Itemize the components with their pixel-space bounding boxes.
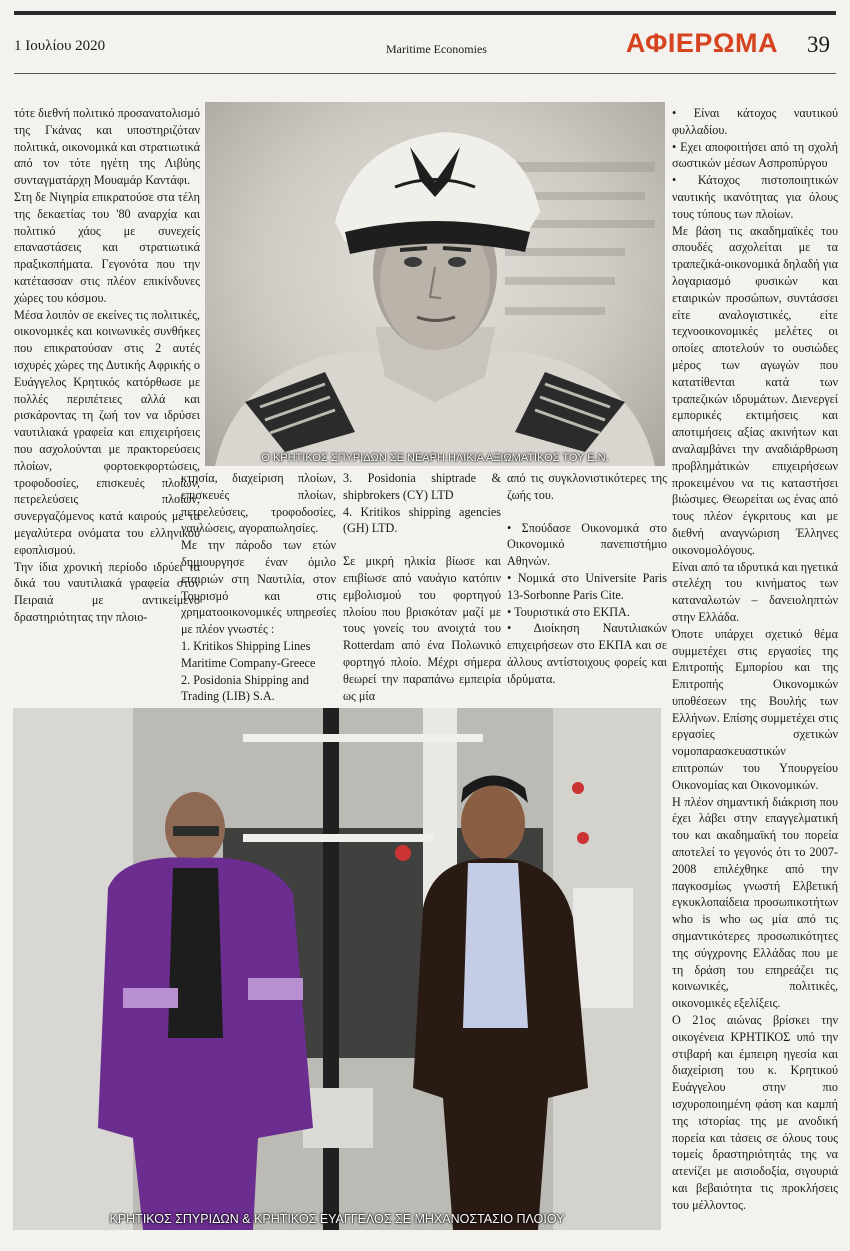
- article-column-1: [14, 105, 200, 626]
- page-header: [14, 28, 830, 64]
- article-column-2: [181, 470, 336, 705]
- paragraph: τότε διεθνή πολιτικό προσανατολισμό της Γκάνας και υποστηριζόταν πολιτικά, οικονομικά και στρατιωτικά από τον τότε ηγέτη της Λιβύης συνταγματάρχη Μουαμάρ Καντάφι.: [14, 106, 200, 188]
- issue-date: 1 Ιουλίου 2020: [14, 38, 106, 54]
- paragraph: Την ίδια χρονική περίοδο ιδρύει τα δικά του ναυτιλιακά γραφεία στον Πειραιά με αντικείμενο δραστηριότητας την πλοιο-: [14, 559, 200, 624]
- header-rule: [14, 73, 836, 74]
- paragraph: Με βάση τις ακαδημαϊκές του σπουδές ασχολείται με τα τραπεζικά-οικονομικά δηλαδή για λογαριασμό φυσικών και εταιρικών προσώπων, συντάσσει είτε αναλογιστικές, είτε τεχνοοικονομικές μελέτες οι οποίες αποτελούν το ουσιώδες μέρος των αγωγών που κατατίθενται κατά των τραπεζικών ιδρυμάτων. Διενεργεί εμπορικές εκτιμήσεις και αποτιμήσεις αξίας ακινήτων και αναλαμβάνει την αναδιάρθρωση προβλημάτικών επιχειρήσεων προκειμένου να τις καταστήσει βιώσιμες. Θεωρείται ως ένας από τους πλέον έγκριτους και με διεθνή αναγνώριση Έλληνες οικονομολόγους.: [672, 223, 838, 557]
- paragraph: Στη δε Νιγηρία επικρατούσε στα τέλη της δεκαετίας του '80 αναρχία και πολιτικό χάος με συνεχείς επαναστάσεις και στρατιωτικά πραξικοπήματα. Γεγονότα που την κατέτασσαν στις πλέον επικίνδυνες χώρες του κόσμου.: [14, 189, 200, 305]
- list-item: • Τουριστικά στο ΕΚΠΑ.: [507, 604, 667, 621]
- paragraph: Όποτε υπάρχει σχετικό θέμα συμμετέχει στις εργασίες της Επιτροπής Εμπορίου και της Επιτροπής Οικονομικών υποθέσεων της Βουλής των Ελλήνων. Επίσης συμμετέχει στις εργασίες σχετικών νομοπαρασκευαστικών επιτροπών του Υπουργείου Οικονομίας και Οικονομικών.: [672, 626, 838, 792]
- engine-room-illustration: [13, 708, 661, 1230]
- list-item: 4. Kritikos shipping agencies (GH) LTD.: [343, 504, 501, 536]
- list-item: • Είναι κάτοχος ναυτικού φυλλαδίου.: [672, 105, 838, 139]
- list-item: • Νομικά στο Universite Paris 13-Sorbonne Paris Cite.: [507, 570, 667, 604]
- paragraph: Ο 21ος αιώνας βρίσκει την οικογένεια ΚΡΗΤΙΚΟΣ υπό την στιβαρή και έμπειρη ηγεσία και διαχείριση του κ. Κρητικού Ευάγγελου στην πιο ισχυροποιημένη φάση και καμπή της ιστορίας της με ανοδική πορεία και τάσεις σε όλους τους τομείς δραστηριότητάς της να ατενίζει με αισιοδοξία, σιγουριά και βεβαιότητα τις προκλήσεις του μέλλοντος.: [672, 1013, 838, 1212]
- portrait-photo: [205, 102, 665, 466]
- list-item: 3. Posidonia shiptrade & shipbrokers (CY) LTD: [343, 471, 501, 502]
- paragraph: Σε μικρή ηλικία βίωσε και επιβίωσε από ναυάγιο κατόπιν εμβολισμού του φορτηγού πλοίου που βρισκόταν μαζί με τους γονείς του ανοιχτά του Rotterdam από ένα Πολωνικό φορτηγό πλοίο. Μέχρι σήμερα θεωρεί την παραπάνω εμπειρία ως μία: [343, 554, 501, 703]
- paragraph: Η πλέον σημαντική διάκριση που έχει λάβει στην επαγγελματική του και ακαδημαϊκή του πορεία αποτελεί το γεγονός ότι το 2007-2008 επιλέχθηκε από την παγκοσμίως γνωστή Ελβετική εγκυκλοπαίδεια προσωπικοτήτων who is who ως μία από τις σημαντικότερες προσωπικότητες της σύγχρονης Ελλάδας που με τη δράση του επηρεάζει τις κοινωνικές, πολιτικές, οικονομικές εξελίξεις.: [672, 794, 838, 1011]
- engine-room-photo: [13, 708, 661, 1230]
- list-item: • Εχει αποφοιτήσει από τη σχολή σωστικών μέσων Ασπροπύργου: [672, 139, 838, 173]
- engine-room-caption: ΚΡΗΤΙΚΟΣ ΣΠΥΡΙΔΩΝ & ΚΡΗΤΙΚΟΣ ΕΥΑΓΓΕΛΟΣ ΣΕ ΜΗΧΑΝΟΣΤΑΣΙΟ ΠΛΟΙΟΥ: [109, 1212, 565, 1226]
- section-title: ΑΦΙΕΡΩΜΑ: [625, 28, 778, 58]
- portrait-caption: Ο ΚΡΗΤΙΚΟΣ ΣΠΥΡΙΔΩΝ ΣΕ ΝΕΑΡΗ ΗΛΙΚΙΑ ΑΞΙΩΜΑΤΙΚΟΣ ΤΟΥ Ε.Ν.: [261, 452, 609, 464]
- paragraph: από τις συγκλονιστικότερες της ζωής του.: [507, 471, 667, 502]
- paragraph: κτησία, διαχείριση πλοίων, επισκευές πλοίων, πετρελεύσεις, τροφοδοσίες, ναυλώσεις, αγοραπωλησίες.: [181, 471, 336, 536]
- top-rule: [14, 11, 836, 15]
- page-number: 39: [807, 32, 830, 57]
- list-item: 2. Posidonia Shipping and Trading (LIB) S.A.: [181, 672, 309, 704]
- article-column-4: [507, 470, 667, 688]
- article-column-5: [672, 105, 838, 1214]
- list-item: • Σπούδασε Οικονομικά στο Οικονομικό πανεπιστήμιο Αθηνών.: [507, 520, 667, 570]
- list-item: • Διοίκηση Ναυτιλιακών επιχειρήσεων στο ΕΚΠΑ και σε άλλους αντίστοιχους φορείς και ιδρύματα.: [507, 620, 667, 687]
- portrait-illustration: [205, 102, 665, 466]
- magazine-name: Maritime Economies: [386, 42, 487, 56]
- article-column-3: [343, 470, 501, 704]
- paragraph: Με την πάροδο των ετών δημιουργησε έναν όμιλο εταιριών στη Ναυτιλία, στον Τουρισμό και στις χρηματοοικονομικές υπηρεσίες με πλέον γνωστές :: [181, 538, 336, 637]
- paragraph: Είναι από τα ιδρυτικά και ηγετικά στελέχη του κινήματος των καταναλωτών – δανειοληπτών στην Ελλάδα.: [672, 559, 838, 624]
- paragraph: Μέσα λοιπόν σε εκείνες τις πολιτικές, οικονομικές και κοινωνικές συνθήκες που επικρατούσαν στις 2 αυτές ισχυρές χώρες της Δυτικής Αφρικής ο Ευάγγελος Κρητικός κατόρθωσε με πολλές περιπέτειες αλλά και ρισκάροντας τη ζωή τον να ιδρύσει ναυτιλιακά γραφεία και επιχειρήσεις που ασχολούνται με πρακτορεύσεις πλοίων, φορτοεκφορτώσεις, τροφοδοσίες, επισκευές πλοίων, πετρελεύσεις πλοίων, συνεργαζόμενος κατά καιρούς με τα μεγαλύτερα ονόματα του ελληνικού εφοπλισμού.: [14, 307, 200, 557]
- list-item: 1. Kritikos Shipping Lines Maritime Company-Greece: [181, 638, 316, 670]
- list-item: • Κάτοχος πιστοποιητικών ναυτικής ικανότητας για όλους τους τύπους των πλοίων.: [672, 172, 838, 222]
